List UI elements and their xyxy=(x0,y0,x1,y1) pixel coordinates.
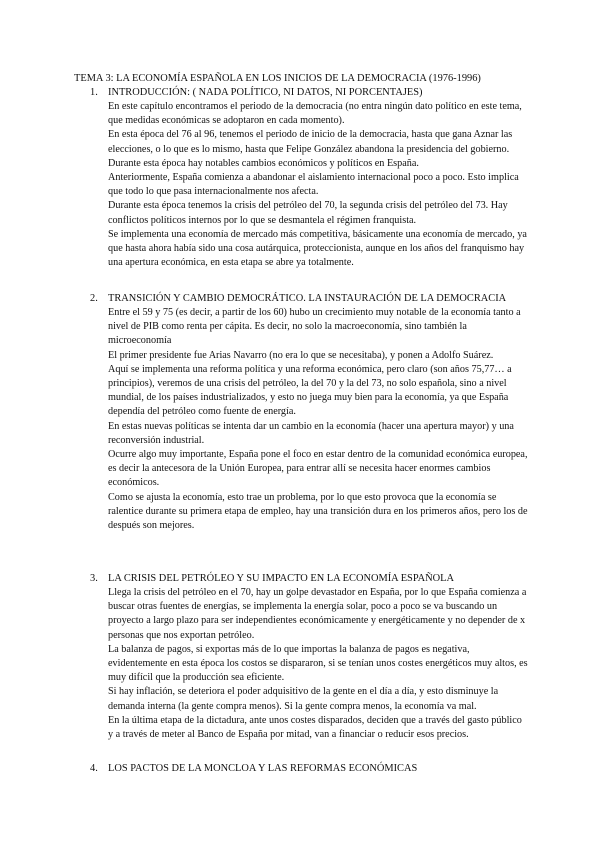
section-number: 1. xyxy=(90,87,98,98)
paragraph: Anteriormente, España comienza a abandonar el aislamiento internacional poco a poco. Esto implica que todo lo que pasa internacionalmente nos afecta. xyxy=(108,172,519,198)
section-1 xyxy=(0,86,600,270)
paragraph: En estas nuevas políticas se intenta dar un cambio en la economía (hacer una apertura mayor) y una reconversión industrial. xyxy=(108,420,514,446)
paragraph: El primer presidente fue Arias Navarro (no era lo que se necesitaba), y ponen a Adolfo Suárez. xyxy=(108,349,494,361)
section-number: 4. xyxy=(90,763,98,774)
paragraph: En la última etapa de la dictadura, ante unos costes disparados, deciden que a través del gasto público y a través de meter al Banco de España por mitad, van a financiar o reducir esos precios. xyxy=(108,714,522,741)
section-heading xyxy=(0,762,600,776)
section-title: INTRODUCCIÓN: ( NADA POLÍTICO, NI DATOS, NI PORCENTAJES) xyxy=(108,87,423,98)
section-number: 3. xyxy=(90,573,98,584)
section-2 xyxy=(0,292,600,533)
section-heading xyxy=(0,292,600,306)
paragraph: Llega la crisis del petróleo en el 70, hay un golpe devastador en España, por lo que España comienza a buscar otras fuentes de energías, se implementa la energía solar, poco a poco se va buscando un proyecto a largo plazo para ser independientes económicamente y energéticamente y no depender de x personas que nos exportan petróleo. xyxy=(108,587,527,641)
paragraph: Ocurre algo muy importante, España pone el foco en estar dentro de la comunidad económica europea, es decir la antecesora de la Unión Europea, para entrar allí se necesita hacer enormes cambios económicos. xyxy=(108,449,528,489)
paragraph: Aquí se implementa una reforma política y una reforma económica, pero claro (son años 75,77… a principios), veremos de una crisis del petróleo, la del 70 y la del 73, no solo española, sino a nivel mundial, de los países industrializados, y esto no juega muy bien para la economía, ya que España dependía del petróleo como fuente de energía. xyxy=(108,363,512,418)
document-title: TEMA 3: LA ECONOMÍA ESPAÑOLA EN LOS INICIOS DE LA DEMOCRACIA (1976-1996) xyxy=(74,73,481,84)
paragraph: En este capítulo encontramos el periodo de la democracia (no entra ningún dato político en este tema, que medidas económicas se adoptaron en cada momento). xyxy=(108,101,522,127)
section-number: 2. xyxy=(90,293,98,304)
section-4 xyxy=(0,762,600,776)
paragraph: Durante esta época tenemos la crisis del petróleo del 70, la segunda crisis del petróleo del 73. Hay conflictos políticos internos por lo que se desmantela el régimen franquista. xyxy=(108,200,508,226)
paragraph: Si hay inflación, se deteriora el poder adquisitivo de la gente en el día a día, y esto disminuye la demanda interna (la gente compra menos). Si la gente compra menos, la economía va mal. xyxy=(108,686,499,712)
section-title: LA CRISIS DEL PETRÓLEO Y SU IMPACTO EN LA ECONOMÍA ESPAÑOLA xyxy=(108,573,455,584)
section-heading xyxy=(0,572,600,586)
section-title: LOS PACTOS DE LA MONCLOA Y LAS REFORMAS ECONÓMICAS xyxy=(108,763,418,774)
section-3 xyxy=(0,572,600,742)
paragraph: Como se ajusta la economía, esto trae un problema, por lo que esto provoca que la economía se ralentice durante su primera etapa de empleo, hay una transición dura en los primeros años, pero los de después son mejores. xyxy=(108,491,528,532)
paragraph: La balanza de pagos, si exportas más de lo que importas la balanza de pagos es negativa, evidentemente en esta época los costos se dispararon, si se tenían unos costes energéticos muy altos, es muy difícil que la producción sea eficiente. xyxy=(108,643,528,684)
paragraph: En esta época del 76 al 96, tenemos el periodo de inicio de la democracia, hasta que gana Aznar las elecciones, o lo que es lo mismo, hasta que Felipe González abandona la presidencia del gobierno. xyxy=(108,129,513,155)
section-title: TRANSICIÓN Y CAMBIO DEMOCRÁTICO. LA INSTAURACIÓN DE LA DEMOCRACIA xyxy=(108,293,507,304)
paragraph: Entre el 59 y 75 (es decir, a partir de los 60) hubo un crecimiento muy notable de la economía tanto a nivel de PIB como renta per cápita. Es decir, no solo la macroeconomía, sino también la microeconomía xyxy=(108,307,521,347)
paragraph: Durante esta época hay notables cambios económicos y políticos en España. xyxy=(108,157,419,169)
section-heading xyxy=(0,86,600,100)
paragraph: Se implementa una economía de mercado más competitiva, básicamente una economía de mercado, ya que hasta ahora había sido una cosa autárquica, proteccionista, aunque en los años del franquismo hay una apertura económica, en esta etapa se abre ya totalmente. xyxy=(108,228,527,269)
